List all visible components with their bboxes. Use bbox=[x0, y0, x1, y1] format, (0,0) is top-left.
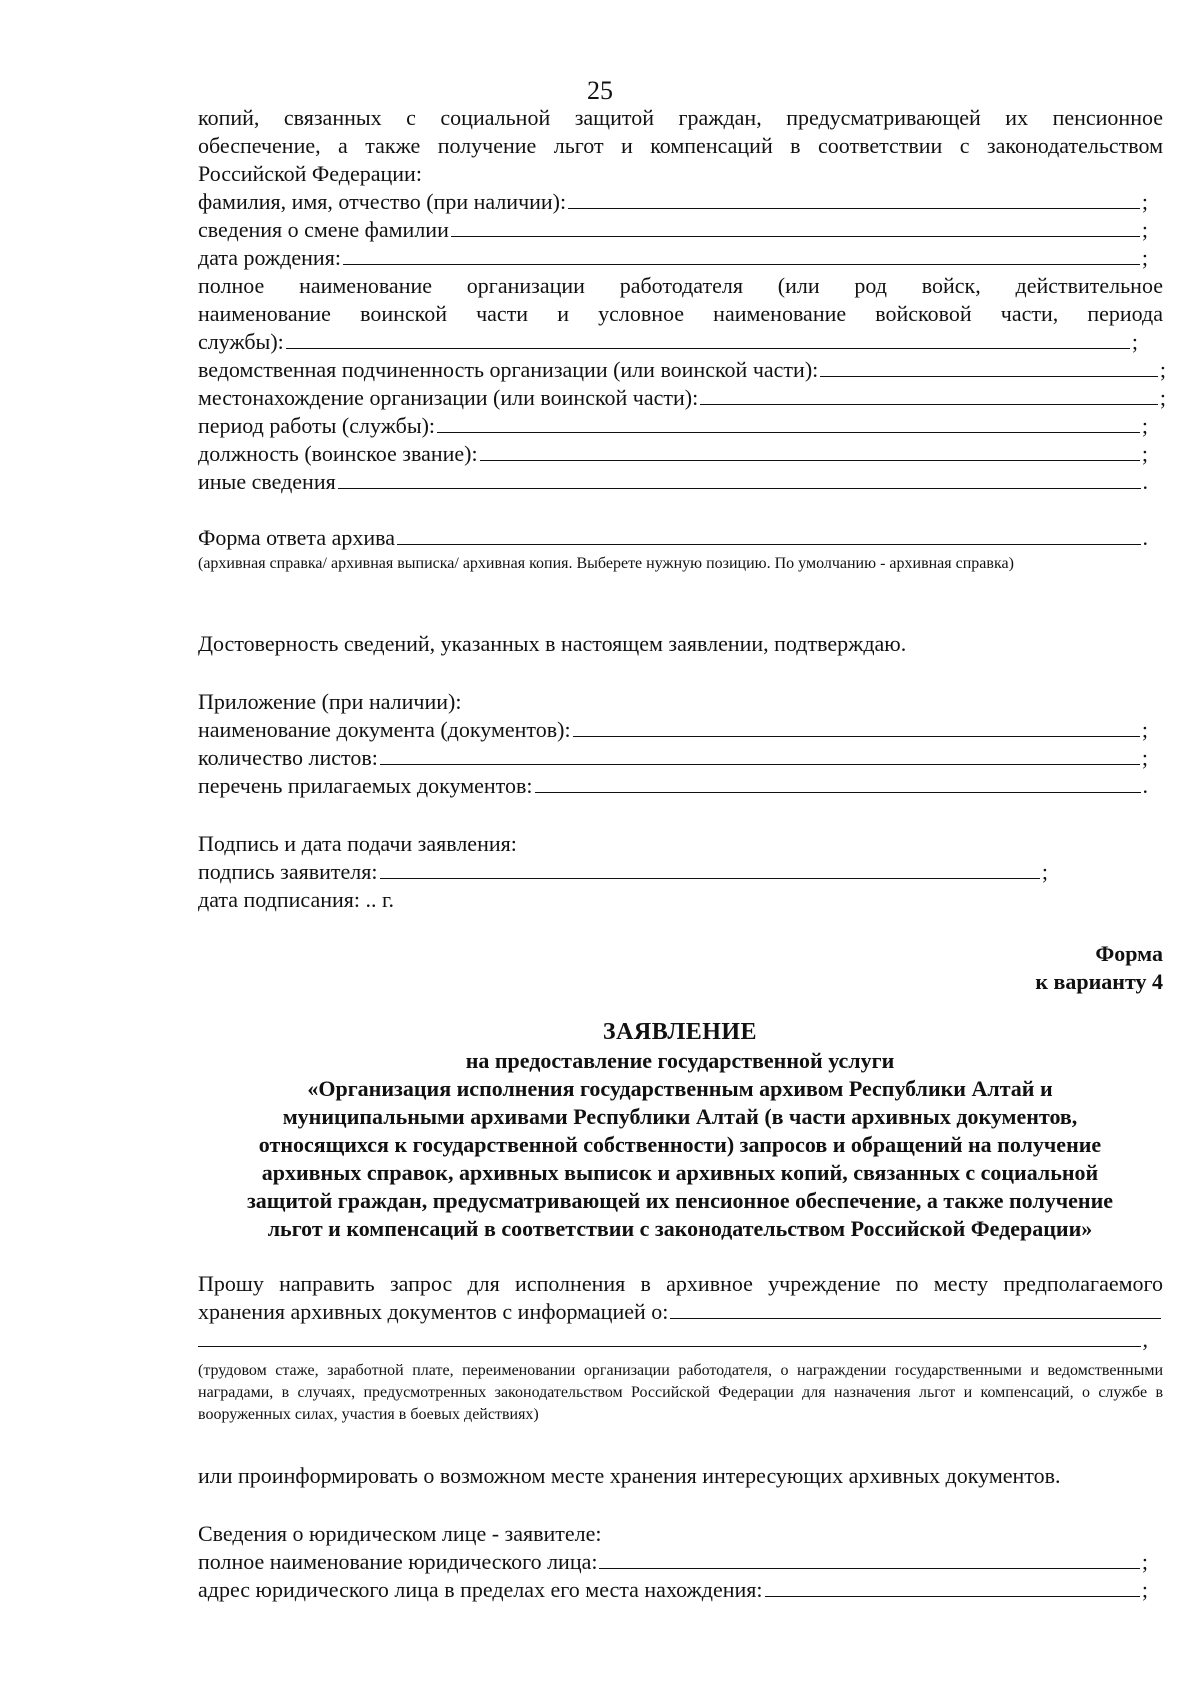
attachment-heading: Приложение (при наличии): bbox=[198, 689, 462, 714]
form-label: Форма bbox=[1095, 941, 1163, 966]
response-form-field: Форма ответа архива . bbox=[198, 525, 1148, 550]
location-label: местонахождение организации (или воинской части): bbox=[198, 385, 699, 410]
work-period-field: период работы (службы): ; bbox=[198, 413, 1148, 438]
document-title: ЗАЯВЛЕНИЕ bbox=[602, 1019, 758, 1045]
other-info-label: иные сведения bbox=[198, 469, 336, 494]
attachment-sheets-blank[interactable] bbox=[380, 746, 1140, 765]
confirmation-text: Достоверность сведений, указанных в настоящем заявлении, подтверждаю. bbox=[198, 631, 907, 656]
fio-blank[interactable] bbox=[568, 190, 1140, 209]
signature-field: подпись заявителя: ; bbox=[198, 859, 1048, 884]
signature-label: подпись заявителя: bbox=[198, 859, 378, 884]
subordination-label: ведомственная подчиненность организации (или воинской части): bbox=[198, 357, 819, 382]
fio-field: фамилия, имя, отчество (при наличии): ; bbox=[198, 189, 1148, 214]
position-blank[interactable] bbox=[480, 442, 1140, 461]
title-line: архивных справок, архивных выписок и архивных копий, связанных с социальной bbox=[261, 1160, 1099, 1185]
position-label: должность (воинское звание): bbox=[198, 441, 478, 466]
employer-label: службы): bbox=[198, 329, 284, 354]
birth-date-blank[interactable] bbox=[343, 246, 1140, 265]
response-form-label: Форма ответа архива bbox=[198, 525, 395, 550]
request-info-blank-2[interactable] bbox=[198, 1328, 1141, 1347]
birth-date-field: дата рождения: ; bbox=[198, 245, 1148, 270]
attachment-doc-name-blank[interactable] bbox=[573, 718, 1140, 737]
title-line: муниципальными архивами Республики Алтай (в части архивных документов, bbox=[282, 1104, 1078, 1129]
title-line: на предоставление государственной услуги bbox=[465, 1048, 895, 1073]
legal-entity-address-blank[interactable] bbox=[765, 1578, 1140, 1597]
attachment-sheets-field: количество листов: ; bbox=[198, 745, 1148, 770]
title-line: «Организация исполнения государственным архивом Республики Алтай и bbox=[307, 1076, 1053, 1101]
surname-change-label: сведения о смене фамилии bbox=[198, 217, 449, 242]
request-info-label: хранения архивных документов с информацией о: bbox=[198, 1299, 669, 1324]
location-field: местонахождение организации (или воинской части): ; bbox=[198, 385, 1166, 410]
year-suffix: г. bbox=[382, 887, 395, 912]
attachment-list-label: перечень прилагаемых документов: bbox=[198, 773, 533, 798]
fio-label: фамилия, имя, отчество (при наличии): bbox=[198, 189, 567, 214]
attachment-list-blank[interactable] bbox=[535, 774, 1141, 793]
employer-label-line: наименование воинской части и условное наименование войсковой части, периода bbox=[198, 301, 1163, 326]
request-info-field bbox=[198, 1298, 1163, 1326]
surname-change-blank[interactable] bbox=[451, 218, 1140, 237]
birth-date-label: дата рождения: bbox=[198, 245, 341, 270]
other-info-blank[interactable] bbox=[338, 470, 1141, 489]
response-form-blank[interactable] bbox=[397, 526, 1141, 545]
subordination-blank[interactable] bbox=[820, 358, 1158, 377]
legal-entity-name-blank[interactable] bbox=[599, 1550, 1139, 1569]
signing-date-label: дата подписания: bbox=[198, 887, 360, 912]
surname-change-field: сведения о смене фамилии ; bbox=[198, 217, 1148, 242]
or-inform-text: или проинформировать о возможном месте хранения интересующих архивных документов. bbox=[198, 1463, 1061, 1488]
paragraph-line: Российской Федерации: bbox=[198, 161, 422, 186]
employer-label-line: полное наименование организации работодателя (или род войск, действительное bbox=[198, 273, 1163, 298]
attachment-doc-name-field: наименование документа (документов): ; bbox=[198, 717, 1148, 742]
location-blank[interactable] bbox=[700, 386, 1158, 405]
legal-entity-heading: Сведения о юридическом лице - заявителе: bbox=[198, 1521, 602, 1546]
title-line: относящихся к государственной собственности) запросов и обращений на получение bbox=[258, 1132, 1102, 1157]
other-info-field: иные сведения . bbox=[198, 469, 1148, 494]
request-info-blank[interactable] bbox=[670, 1300, 1161, 1319]
page-number: 25 bbox=[587, 76, 613, 105]
attachment-sheets-label: количество листов: bbox=[198, 745, 378, 770]
request-info-continuation: , bbox=[198, 1326, 1148, 1354]
legal-entity-name-label: полное наименование юридического лица: bbox=[198, 1549, 598, 1574]
request-info-note: (трудовом стаже, заработной плате, переименовании организации работодателя, о награждении государственными и ведомственными наградами, в случаях, предусмотренных законодательством Российской Федерации для назначения льгот и компенсаций, о службе в вооруженных силах, участия в боевых действиях) bbox=[198, 1362, 1163, 1423]
paragraph-line: копий, связанных с социальной защитой граждан, предусматривающей их пенсионное bbox=[198, 105, 1163, 130]
signature-heading: Подпись и дата подачи заявления: bbox=[198, 831, 517, 856]
title-line: защитой граждан, предусматривающей их пенсионное обеспечение, а также получение bbox=[246, 1188, 1114, 1213]
attachment-doc-name-label: наименование документа (документов): bbox=[198, 717, 571, 742]
response-form-note: (архивная справка/ архивная выписка/ архивная копия. Выберете нужную позицию. По умолчанию - архивная справка) bbox=[198, 555, 1014, 572]
work-period-label: период работы (службы): bbox=[198, 413, 436, 438]
employer-blank[interactable] bbox=[286, 330, 1130, 349]
form-variant-label: к варианту 4 bbox=[1035, 969, 1163, 994]
employer-field: службы): ; bbox=[198, 329, 1138, 354]
subordination-field: ведомственная подчиненность организации (или воинской части): ; bbox=[198, 357, 1166, 382]
work-period-blank[interactable] bbox=[437, 414, 1140, 433]
legal-entity-address-label: адрес юридического лица в пределах его места нахождения: bbox=[198, 1577, 763, 1602]
signature-blank[interactable] bbox=[380, 860, 1040, 879]
position-field: должность (воинское звание): ; bbox=[198, 441, 1148, 466]
attachment-list-field: перечень прилагаемых документов: . bbox=[198, 773, 1148, 798]
paragraph-line: обеспечение, а также получение льгот и компенсаций в соответствии с законодательством bbox=[198, 133, 1163, 158]
title-line: льгот и компенсаций в соответствии с законодательством Российской Федерации» bbox=[267, 1216, 1093, 1241]
request-line: Прошу направить запрос для исполнения в архивное учреждение по месту предполагаемого bbox=[198, 1271, 1163, 1296]
signing-date-field: дата подписания: .. г. bbox=[198, 887, 395, 912]
legal-entity-name-field: полное наименование юридического лица: ; bbox=[198, 1549, 1148, 1574]
legal-entity-address-field: адрес юридического лица в пределах его места нахождения: ; bbox=[198, 1577, 1148, 1602]
